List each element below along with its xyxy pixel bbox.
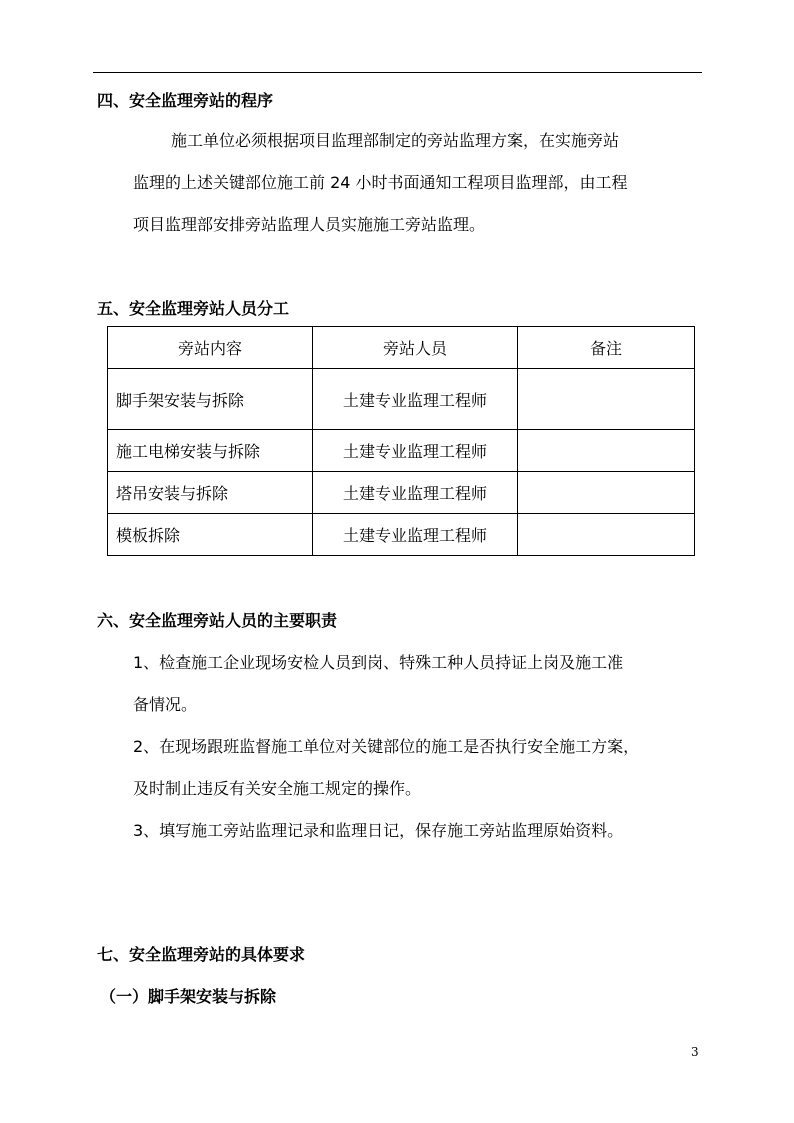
table-cell: [518, 472, 695, 514]
table-row: [108, 430, 695, 472]
table-cell: 脚手架安装与拆除: [108, 369, 313, 430]
section6-line-4: 及时制止违反有关安全施工规定的操作。: [133, 779, 422, 798]
page-number: 3: [691, 1045, 699, 1059]
section5-heading: 五、安全监理旁站人员分工: [97, 299, 290, 318]
table-header-cell: 旁站人员: [313, 327, 518, 369]
section6-line-3: 2、在现场跟班监督施工单位对关键部位的施工是否执行安全施工方案，: [133, 737, 640, 756]
table-row: [108, 514, 695, 556]
table-row: [108, 472, 695, 514]
table-row: [108, 369, 695, 430]
table-header-cell: 旁站内容: [108, 327, 313, 369]
table-cell: 土建专业监理工程师: [313, 514, 518, 556]
table-header-cell: 备注: [518, 327, 695, 369]
table-cell: 施工电梯安装与拆除: [108, 430, 313, 472]
table-cell: 模板拆除: [108, 514, 313, 556]
header-rule: [93, 72, 702, 73]
section4-heading: 四、安全监理旁站的程序: [97, 91, 274, 110]
table-cell: 土建专业监理工程师: [313, 369, 518, 430]
table-cell: 塔吊安装与拆除: [108, 472, 313, 514]
table-cell: 土建专业监理工程师: [313, 430, 518, 472]
section4-line-1: 施工单位必须根据项目监理部制定的旁站监理方案，在实施旁站: [171, 131, 620, 150]
section4-line-3: 项目监理部安排旁站监理人员实施施工旁站监理。: [133, 215, 486, 234]
table-cell: [518, 514, 695, 556]
table-cell: [518, 369, 695, 430]
section6-line-2: 备情况。: [133, 695, 198, 714]
section4-line-2: 监理的上述关键部位施工前 24 小时书面通知工程项目监理部，由工程: [133, 173, 628, 192]
table-header-row: [108, 327, 695, 369]
section7-subheading: （一）脚手架安装与拆除: [100, 987, 277, 1006]
section6-heading: 六、安全监理旁站人员的主要职责: [97, 611, 338, 630]
section7-heading: 七、安全监理旁站的具体要求: [97, 945, 306, 964]
section6-line-1: 1、检查施工企业现场安检人员到岗、特殊工种人员持证上岗及施工准: [133, 653, 624, 672]
table-cell: [518, 430, 695, 472]
table-cell: 土建专业监理工程师: [313, 472, 518, 514]
section6-line-5: 3、填写施工旁站监理记录和监理日记，保存施工旁站监理原始资料。: [133, 821, 624, 840]
staff-assignment-table: [107, 326, 695, 556]
